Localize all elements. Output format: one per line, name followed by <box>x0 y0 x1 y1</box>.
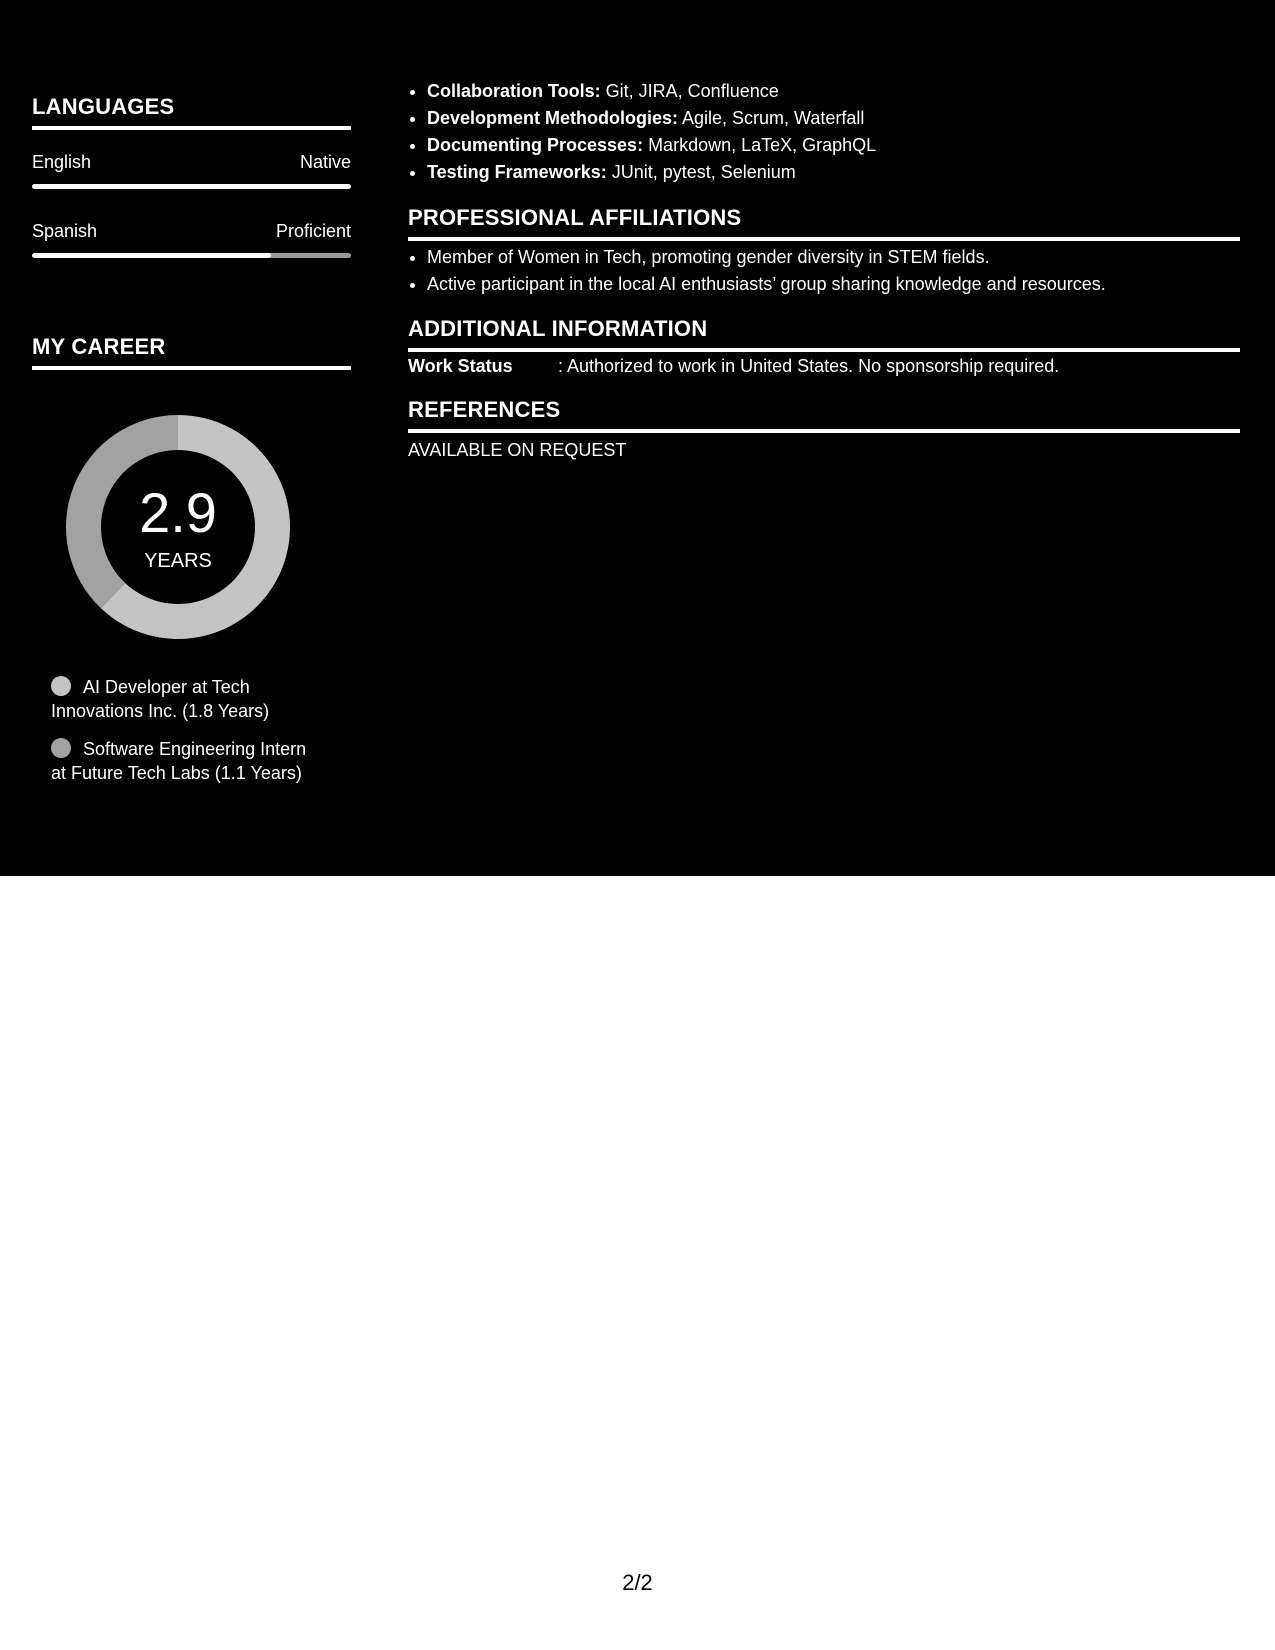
skill-item <box>427 132 1259 159</box>
language-bar <box>32 184 351 189</box>
affiliations-heading: PROFESSIONAL AFFILIATIONS <box>408 205 1240 241</box>
career-role-line2: at Future Tech Labs (1.1 Years) <box>51 763 302 783</box>
additional-info-heading: ADDITIONAL INFORMATION <box>408 316 1240 352</box>
skill-label: Testing Frameworks: <box>427 162 607 182</box>
skill-value: Agile, Scrum, Waterfall <box>678 108 865 128</box>
affiliations-list <box>408 244 1259 298</box>
work-status-value: : Authorized to work in United States. No sponsorship required. <box>558 356 1060 376</box>
language-bar-fill <box>32 184 351 189</box>
language-bar-fill <box>32 253 271 258</box>
career-legend-item <box>51 675 341 723</box>
references-heading: REFERENCES <box>408 397 1240 433</box>
career-role-line1: Software Engineering Intern <box>83 739 307 759</box>
skill-value: Git, JIRA, Confluence <box>600 81 779 101</box>
legend-dot <box>51 738 71 758</box>
page-number: 2/2 <box>622 1570 653 1595</box>
career-total-unit: YEARS <box>144 550 212 572</box>
career-heading: MY CAREER <box>32 334 351 370</box>
skill-value: JUnit, pytest, Selenium <box>606 162 796 182</box>
career-donut-chart <box>66 415 290 639</box>
language-bar <box>32 253 351 258</box>
career-total-years: 2.9 <box>139 481 217 544</box>
work-status-label: Work Status <box>408 356 513 376</box>
skill-item <box>427 78 1259 105</box>
skill-label: Development Methodologies: <box>427 108 679 128</box>
donut-center <box>66 415 290 639</box>
language-level: Proficient <box>275 221 351 241</box>
skill-item <box>427 105 1259 132</box>
skills-list <box>408 78 1259 186</box>
language-level: Native <box>299 152 351 172</box>
career-role-line2: Innovations Inc. (1.8 Years) <box>51 701 270 721</box>
references-text: AVAILABLE ON REQUEST <box>408 440 627 460</box>
career-legend-item <box>51 737 341 785</box>
language-name: English <box>32 152 92 172</box>
career-role-line1: AI Developer at Tech <box>83 677 250 697</box>
skill-value: Markdown, LaTeX, GraphQL <box>643 135 877 155</box>
legend-dot <box>51 676 71 696</box>
affiliation-item: • Active participant in the local AI enthusiasts’ group sharing knowledge and resources. <box>427 271 1259 298</box>
language-name: Spanish <box>32 221 98 241</box>
skill-label: Collaboration Tools: <box>427 81 601 101</box>
languages-heading: LANGUAGES <box>32 94 351 130</box>
affiliation-item: • Member of Women in Tech, promoting gender diversity in STEM fields. <box>427 244 1259 271</box>
skill-label: Documenting Processes: <box>427 135 644 155</box>
skill-item <box>427 159 1259 186</box>
